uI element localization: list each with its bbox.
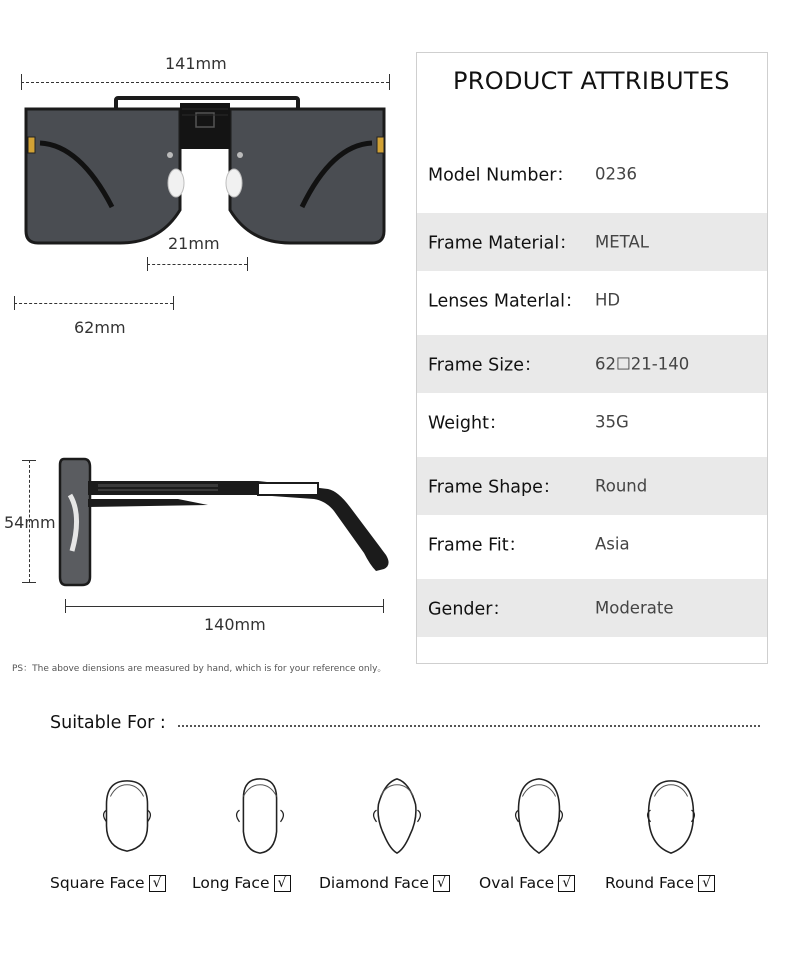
attribute-label: Frame Shape： [428,477,561,498]
attribute-value: 35G [595,412,629,432]
round-face-icon [640,775,702,857]
attribute-value: Asia [595,534,630,554]
attributes-title: PRODUCT ATTRIBUTES [453,67,730,95]
dimension-tick [22,582,36,583]
check-icon: √ [149,875,166,892]
check-icon: √ [698,875,715,892]
square-face-icon [96,775,158,857]
attribute-value: Round [595,476,648,496]
lens-width-line [14,303,173,304]
attribute-label: Frame Size： [428,355,542,376]
attribute-row [417,335,767,393]
measurement-note: PS：The above diensions are measured by hand, which is for your reference only。 [12,664,387,674]
sunglasses-side-view [58,455,398,590]
attribute-value: METAL [595,232,649,252]
dimension-tick [173,296,174,310]
attribute-row [417,579,767,637]
face-type-label [479,874,575,892]
temple-length-label: 140mm [204,615,266,634]
attribute-label: Model Number： [428,165,574,186]
attribute-row [417,145,767,203]
face-type-text: Oval Face [479,874,555,892]
face-type-text: Long Face [192,874,270,892]
attribute-value: 62☐21-140 [595,354,690,374]
attribute-row [417,393,767,451]
dimension-tick [389,74,390,90]
lens-width-label: 62mm [74,318,126,337]
bridge-width-label: 21mm [168,234,220,253]
attribute-value: 0236 [595,164,637,184]
face-type-label [50,874,166,892]
check-icon: √ [274,875,291,892]
attribute-label: Frame Material： [428,233,577,254]
dimension-tick [383,599,384,613]
check-icon: √ [433,875,450,892]
lens-height-label: 54mm [4,513,56,532]
total-width-label: 141mm [165,54,227,73]
attribute-label: Gender： [428,599,510,620]
total-width-line [21,82,389,83]
face-type-text: Square Face [50,874,145,892]
attribute-label: Frame Fit： [428,535,527,556]
face-type-text: Round Face [605,874,695,892]
attribute-row [417,213,767,271]
attribute-label: Lenses Materlal： [428,291,583,312]
face-type-label [319,874,450,892]
face-type-label [192,874,291,892]
diamond-face-icon [366,775,428,857]
attribute-value: Moderate [595,598,674,618]
check-icon: √ [558,875,575,892]
attribute-row [417,515,767,573]
suitable-for-title: Suitable For : [50,713,166,733]
oval-face-icon [508,775,570,857]
bridge-width-line [147,264,247,265]
attribute-value: HD [595,290,621,310]
temple-length-line [65,606,383,607]
dotted-divider [178,725,760,727]
dimension-tick [247,257,248,271]
attribute-label: Weight： [428,413,507,434]
long-face-icon [229,775,291,857]
sunglasses-front-view [20,95,392,250]
face-type-text: Diamond Face [319,874,429,892]
attribute-row [417,271,767,329]
product-attributes-panel [416,52,768,664]
attribute-row [417,457,767,515]
face-type-label [605,874,715,892]
